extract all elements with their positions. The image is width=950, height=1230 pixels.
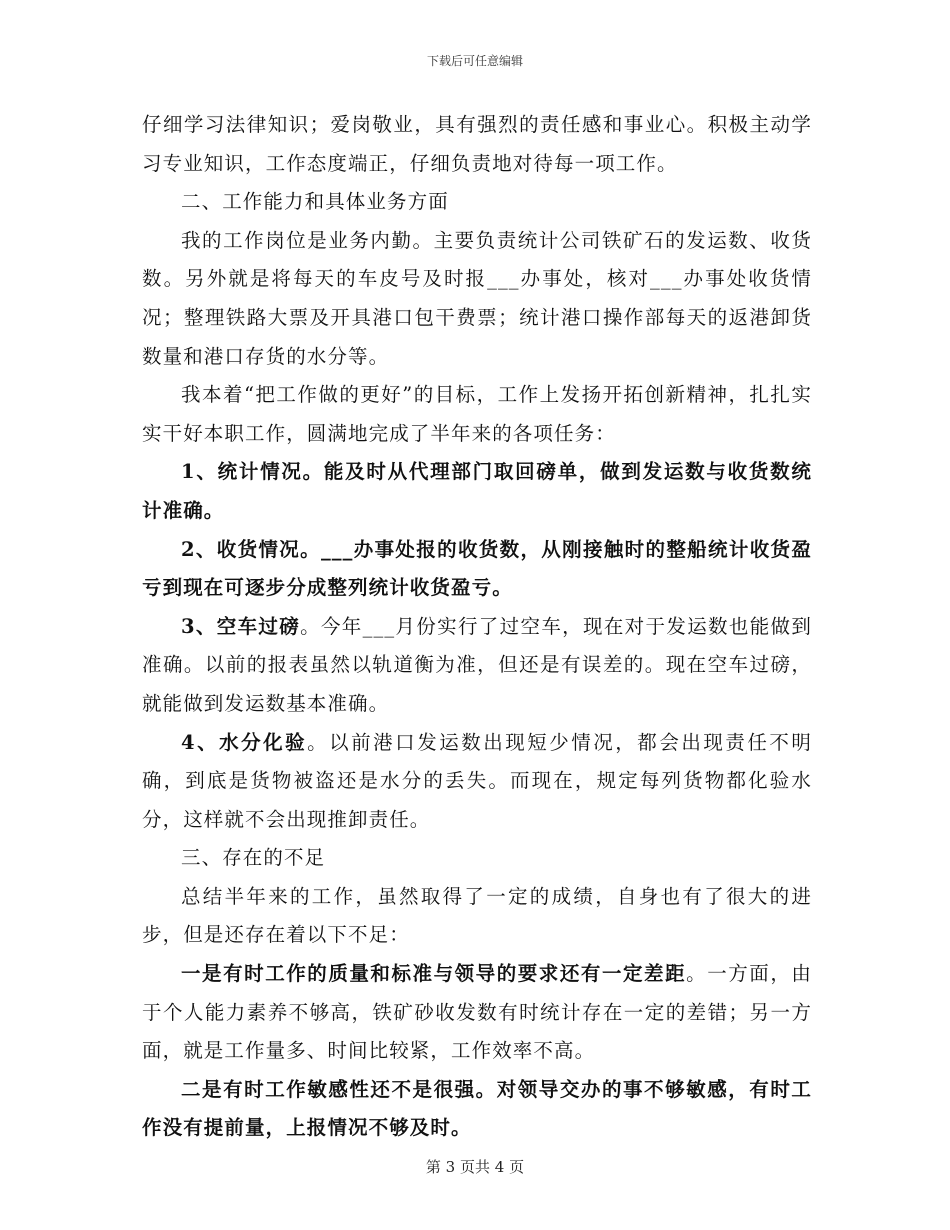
paragraph-summary: 总结半年来的工作，虽然取得了一定的成绩，自身也有了很大的进步，但是还存在着以下不足： (142, 884, 812, 947)
paragraph-goal: 我本着“把工作做的更好”的目标，工作上发扬开拓创新精神，扎扎实实干好本职工作，圆满地完成了半年来的各项任务： (142, 383, 812, 445)
shortcoming-one-text: 。一方面，由于个人能力素养不够高，铁矿砂收发数有时统计存在一定的差错；另一方面，就是工作量多、时间比较紧，工作效率不高。 (142, 962, 812, 1063)
item-empty-car-weighing-title: 3、空车过磅 (181, 614, 301, 638)
document-body (142, 106, 812, 1148)
page-footer: 第 3 页共 4 页 (425, 1158, 525, 1176)
item-moisture-test (142, 724, 812, 840)
shortcoming-one-title: 一是有时工作的质量和标准与领导的要求还有一定差距 (181, 962, 687, 986)
paragraph-continuation: 仔细学习法律知识；爱岗敬业，具有强烈的责任感和事业心。积极主动学习专业知识，工作态度端正，仔细负责地对待每一项工作。 (142, 113, 812, 175)
shortcoming-one (142, 955, 812, 1071)
section-heading-work-ability: 二、工作能力和具体业务方面 (181, 190, 449, 214)
item-moisture-test-title: 4、水分化验 (181, 730, 308, 754)
shortcoming-two: 二是有时工作敏感性还不是很强。对领导交办的事不够敏感，有时工作没有提前量，上报情况不够及时。 (142, 1077, 812, 1140)
page-header: 下载后可任意编辑 (426, 54, 523, 68)
section-heading-shortcomings: 三、存在的不足 (181, 846, 326, 870)
paragraph-job-description: 我的工作岗位是业务内勤。主要负责统计公司铁矿石的发运数、收货数。另外就是将每天的车皮号及时报___办事处，核对___办事处收货情况；整理铁路大票及开具港口包干费票；统计港口操作部每天的返港卸货数量和港口存货的水分等。 (142, 228, 812, 368)
item-statistics: 1、统计情况。能及时从代理部门取回磅单，做到发运数与收货数统计准确。 (142, 460, 812, 522)
item-empty-car-weighing-text: 。今年___月份实行了过空车，现在对于发运数也能做到准确。以前的报表虽然以轨道衡为准，但还是有误差的。现在空车过磅，就能做到发运数基本准确。 (142, 614, 813, 715)
item-receiving: 2、收货情况。___办事处报的收货数，从刚接触时的整船统计收货盈亏到现在可逐步分成整列统计收货盈亏。 (142, 537, 812, 600)
item-empty-car-weighing (142, 608, 812, 724)
item-moisture-test-text: 。以前港口发运数出现短少情况，都会出现责任不明确，到底是货物被盗还是水分的丢失。而现在，规定每列货物都化验水分，这样就不会出现推卸责任。 (142, 730, 812, 831)
